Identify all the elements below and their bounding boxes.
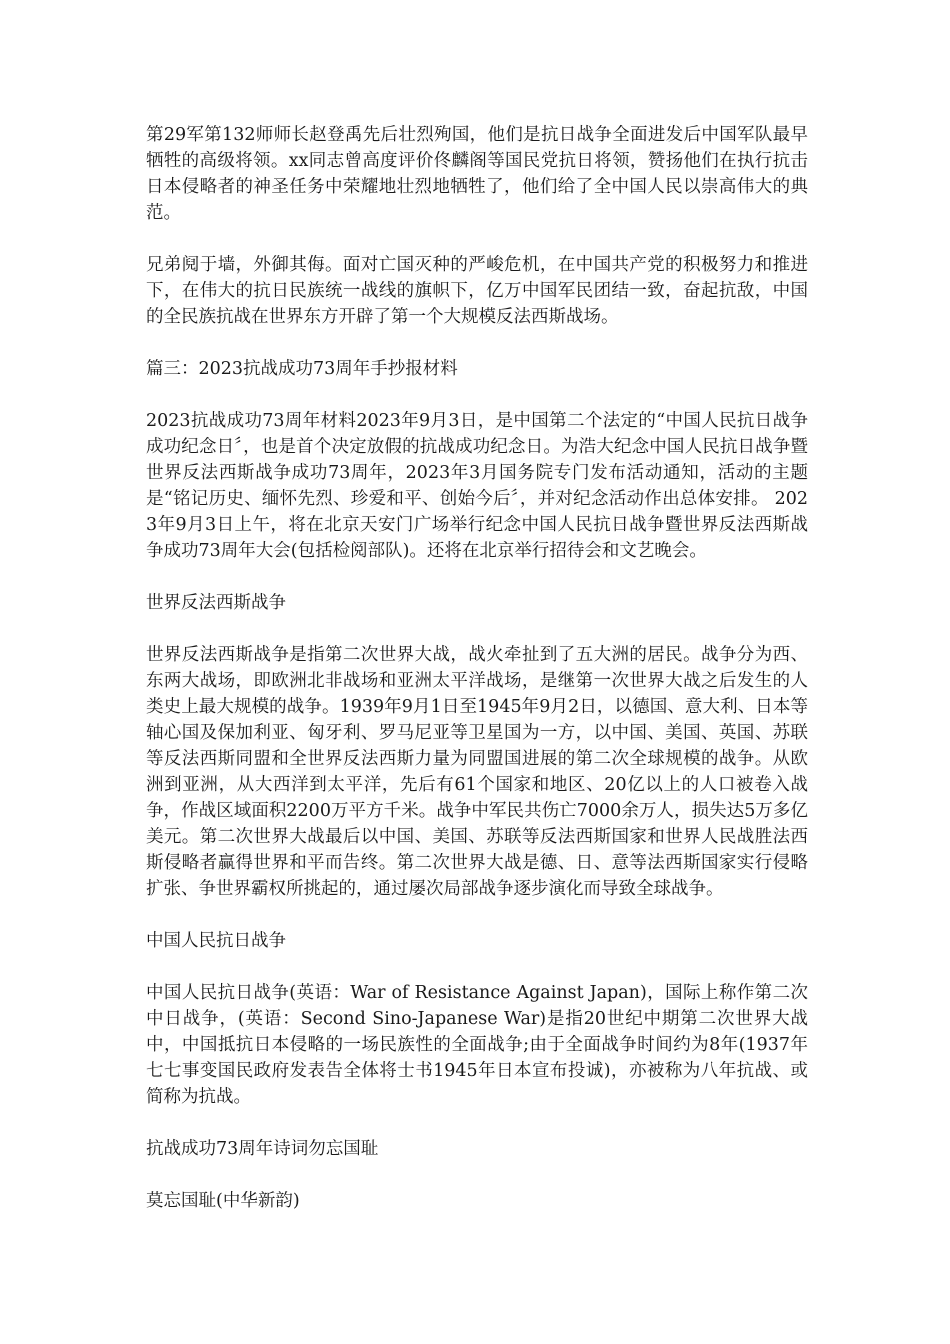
section-heading: 中国人民抗日战争 bbox=[146, 931, 286, 951]
paragraph: 中国人民抗日战争(英语：War of Resistance Against Japan)，国际上称作第二次中日战争，(英语：Second Sino-Japanese War)是指20世纪中期第二次世界大战中，中国抵抗日本侵略的一场民族性的全面战争;由于全面战争时间约为8年(1937年七七事变国民政府发表告全体将士书1945年日本宣布投诚)，亦被称为八年抗战、或简称为抗战。 bbox=[146, 983, 808, 1107]
paragraph: 2023抗战成功73周年材料2023年9月3日，是中国第二个法定的“中国人民抗日战争成功纪念日〞，也是首个决定放假的抗战成功纪念日。为浩大纪念中国人民抗日战争暨世界反法西斯战争成功73周年，2023年3月国务院专门发布活动通知，活动的主题是“铭记历史、缅怀先烈、珍爱和平、创始今后〞，并对纪念活动作出总体安排。 2023年9月3日上午，将在北京天安门广场举行纪念中国人民抗日战争暨世界反法西斯战争成功73周年大会(包括检阅部队)。还将在北京举行招待会和文艺晚会。 bbox=[146, 411, 808, 561]
poem-title: 莫忘国耻(中华新韵) bbox=[146, 1191, 300, 1211]
section-heading: 世界反法西斯战争 bbox=[146, 593, 286, 613]
paragraph: 世界反法西斯战争是指第二次世界大战，战火牵扯到了五大洲的居民。战争分为西、东两大战场，即欧洲北非战场和亚洲太平洋战场，是继第一次世界大战之后发生的人类史上最大规模的战争。1939年9月1日至1945年9月2日，以德国、意大利、日本等轴心国及保加利亚、匈牙利、罗马尼亚等卫星国为一方，以中国、美国、英国、苏联等反法西斯同盟和全世界反法西斯力量为同盟国进展的第二次全球规模的战争。从欧洲到亚洲，从大西洋到太平洋，先后有61个国家和地区、20亿以上的人口被卷入战争，作战区域面积2200万平方千米。战争中军民共伤亡7000余万人，损失达5万多亿美元。第二次世界大战最后以中国、美国、苏联等反法西斯国家和世界人民战胜法西斯侵略者赢得世界和平而告终。第二次世界大战是德、日、意等法西斯国家实行侵略扩张、争世界霸权所挑起的，通过屡次局部战争逐步演化而导致全球战争。 bbox=[146, 645, 808, 899]
section-heading: 篇三：2023抗战成功73周年手抄报材料 bbox=[146, 359, 458, 379]
paragraph: 兄弟阋于墙，外御其侮。面对亡国灭种的严峻危机，在中国共产党的积极努力和推进下，在伟大的抗日民族统一战线的旗帜下，亿万中国军民团结一致，奋起抗敌，中国的全民族抗战在世界东方开辟了第一个大规模反法西斯战场。 bbox=[146, 255, 808, 327]
section-heading: 抗战成功73周年诗词勿忘国耻 bbox=[146, 1139, 379, 1159]
document-body bbox=[146, 122, 808, 1240]
paragraph: 第29军第132师师长赵登禹先后壮烈殉国，他们是抗日战争全面进发后中国军队最早牺牲的高级将领。xx同志曾高度评价佟麟阁等国民党抗日将领，赞扬他们在执行抗击日本侵略者的神圣任务中荣耀地壮烈地牺牲了，他们给了全中国人民以崇高伟大的典范。 bbox=[146, 125, 808, 223]
